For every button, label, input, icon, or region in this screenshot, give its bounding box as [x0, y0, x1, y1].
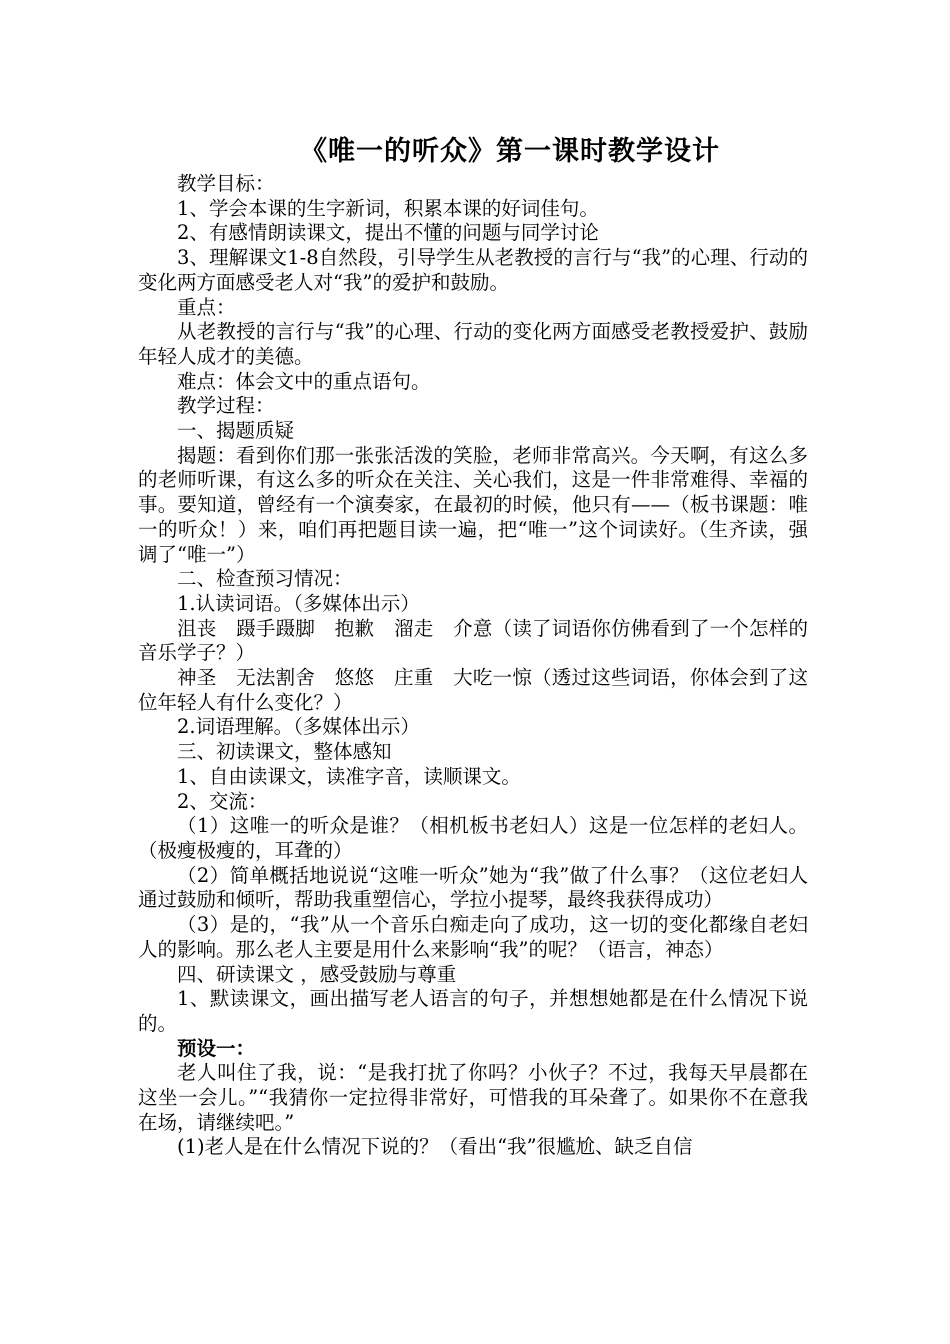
paragraph-question-situation: (1)老人是在什么情况下说的？（看出“我”很尴尬、缺乏自信 — [177, 1135, 693, 1159]
paragraph-discussion: 2、交流： — [177, 789, 268, 813]
paragraph-question-1: （1）这唯一的听众是谁？（相机板书老妇人）这是一位怎样的老妇人。（极瘦极瘦的，耳聋的） — [138, 814, 808, 862]
section-heading-3: 三、初读课文，整体感知 — [177, 740, 392, 764]
paragraph-free-reading: 1、自由读课文，读准字音，读顺课文。 — [177, 764, 521, 788]
section-heading-4: 四、研读课文 ，感受鼓励与尊重 — [177, 962, 457, 986]
paragraph-difficulty: 难点：体会文中的重点语句。 — [177, 369, 431, 393]
paragraph-key-point-heading: 重点： — [177, 295, 236, 319]
paragraph-process-heading: 教学过程： — [177, 394, 275, 418]
section-heading-1: 一、揭题质疑 — [177, 419, 295, 443]
paragraph-quote: 老人叫住了我，说：“是我打扰了你吗？小伙子？不过，我每天早晨都在这坐一会儿。”“我猜你一定拉得非常好，可惜我的耳朵聋了。如果你不在意我在场，请继续吧。” — [138, 1061, 808, 1134]
paragraph-preset-1-heading: 预设一： — [177, 1036, 256, 1060]
paragraph-key-point: 从老教授的言行与“我”的心理、行动的变化两方面感受老教授爱护、鼓励年轻人成才的美德。 — [138, 320, 808, 368]
paragraph-objective-1: 1、学会本课的生字新词，积累本课的好词佳句。 — [177, 196, 599, 220]
paragraph-objectives-heading: 教学目标： — [177, 172, 275, 195]
paragraph-intro: 揭题：看到你们那一张张活泼的笑脸，老师非常高兴。今天啊，有这么多的老师听课，有这么多的听众在关注、关心我们，这是一件非常难得、幸福的事。要知道，曾经有一个演奏家，在最初的时候，他只有——（板书课题：唯一的听众！）来，咱们再把题目读一遍，把“唯一”这个词读好。（生齐读，强调了“唯一”） — [138, 443, 808, 566]
paragraph-question-3: （3）是的，“我”从一个音乐白痴走向了成功，这一切的变化都缘自老妇人的影响。那么老人主要是用什么来影响“我”的呢？（语言，神态） — [138, 913, 808, 961]
paragraph-vocab-group-1: 沮丧 蹑手蹑脚 抱歉 溜走 介意（读了词语你仿佛看到了一个怎样的音乐学子？） — [138, 616, 808, 665]
paragraph-silent-reading: 1、默读课文，画出描写老人语言的句子，并想想她都是在什么情况下说的。 — [138, 987, 808, 1035]
paragraph-objective-2: 2、有感情朗读课文，提出不懂的问题与同学讨论 — [177, 221, 599, 245]
document-body — [138, 172, 808, 1160]
paragraph-question-2: （2）简单概括地说说“这唯一听众”她为“我”做了什么事？（这位老妇人通过鼓励和倾听，帮助我重塑信心，学拉小提琴，最终我获得成功） — [138, 863, 808, 912]
paragraph-objective-3: 3、理解课文1-8自然段，引导学生从老教授的言行与“我”的心理、行动的变化两方面感受老人对“我”的爱护和鼓励。 — [138, 246, 808, 294]
section-heading-2: 二、检查预习情况： — [177, 567, 353, 591]
paragraph-vocab-understanding: 2.词语理解。（多媒体出示） — [177, 715, 420, 739]
paragraph-vocab-reading: 1.认读词语。（多媒体出示） — [177, 591, 420, 615]
paragraph-vocab-group-2: 神圣 无法割舍 悠悠 庄重 大吃一惊（透过这些词语，你体会到了这位年轻人有什么变化？） — [138, 666, 808, 714]
document-title: 《唯一的听众》第一课时教学设计 — [300, 136, 720, 167]
